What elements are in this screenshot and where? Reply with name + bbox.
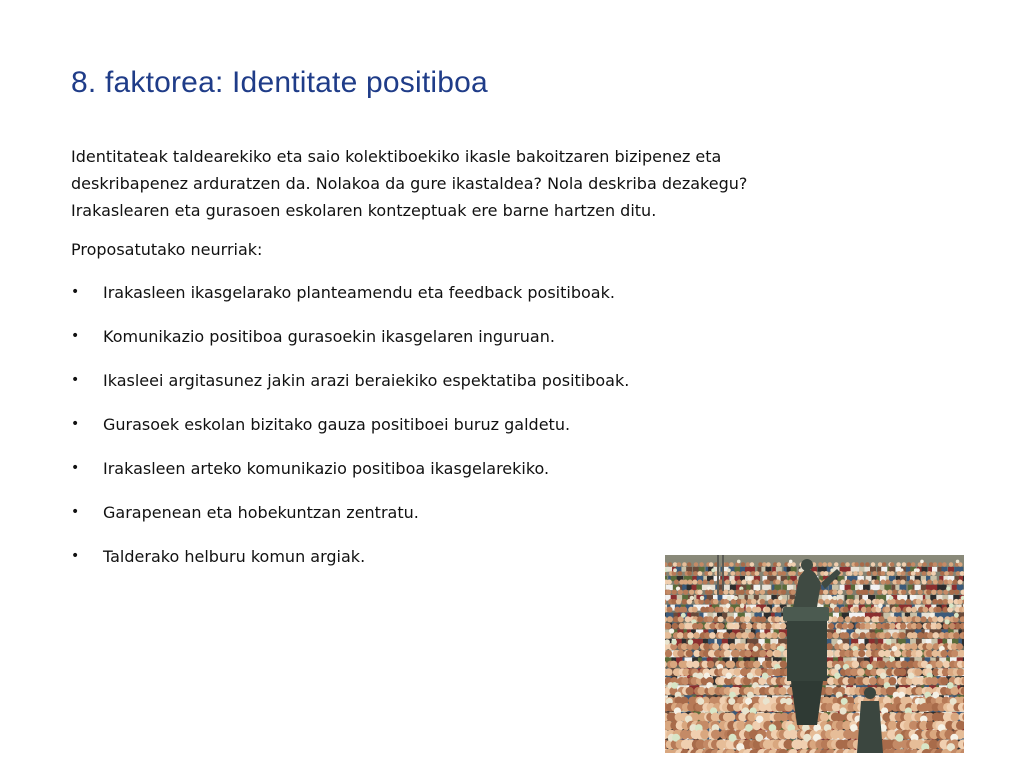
list-item	[71, 367, 871, 394]
crowd-photo	[665, 555, 964, 753]
slide-title: 8. faktorea: Identitate positiboa	[71, 66, 488, 99]
list-item-text: Komunikazio positiboa gurasoekin ikasgelaren inguruan.	[103, 327, 555, 346]
list-item	[71, 279, 871, 306]
intro-line: deskribapenez arduratzen da. Nolakoa da gure ikastaldea? Nola deskriba dezakegu?	[71, 174, 748, 193]
measures-list	[71, 279, 871, 570]
list-item-text: Irakasleen arteko komunikazio positiboa ikasgelarekiko.	[103, 459, 550, 478]
list-item-text: Ikasleei argitasunez jakin arazi beraiekiko espektatiba positiboak.	[103, 371, 630, 390]
list-item-text: Talderako helburu komun argiak.	[103, 547, 366, 566]
intro-line: Identitateak taldearekiko eta saio kolektiboekiko ikasle bakoitzaren bizipenez eta	[71, 147, 722, 166]
list-item-text: Garapenean eta hobekuntzan zentratu.	[103, 503, 419, 522]
bullet-icon: •	[71, 416, 80, 432]
intro-paragraph	[71, 143, 871, 224]
list-item	[71, 411, 871, 438]
list-item-text: Gurasoek eskolan bizitako gauza positiboei buruz galdetu.	[103, 415, 571, 434]
slide-body	[71, 143, 871, 587]
intro-line: Irakaslearen eta gurasoen eskolaren kontzeptuak ere barne hartzen ditu.	[71, 201, 657, 220]
bullet-icon: •	[71, 548, 80, 564]
list-item	[71, 455, 871, 482]
list-item	[71, 499, 871, 526]
list-item	[71, 323, 871, 350]
bullet-icon: •	[71, 504, 80, 520]
bullet-icon: •	[71, 460, 80, 476]
bullet-icon: •	[71, 372, 80, 388]
bullet-icon: •	[71, 328, 80, 344]
bullet-icon: •	[71, 284, 80, 300]
list-item-text: Irakasleen ikasgelarako planteamendu eta feedback positiboak.	[103, 283, 615, 302]
measures-heading: Proposatutako neurriak:	[71, 240, 263, 259]
